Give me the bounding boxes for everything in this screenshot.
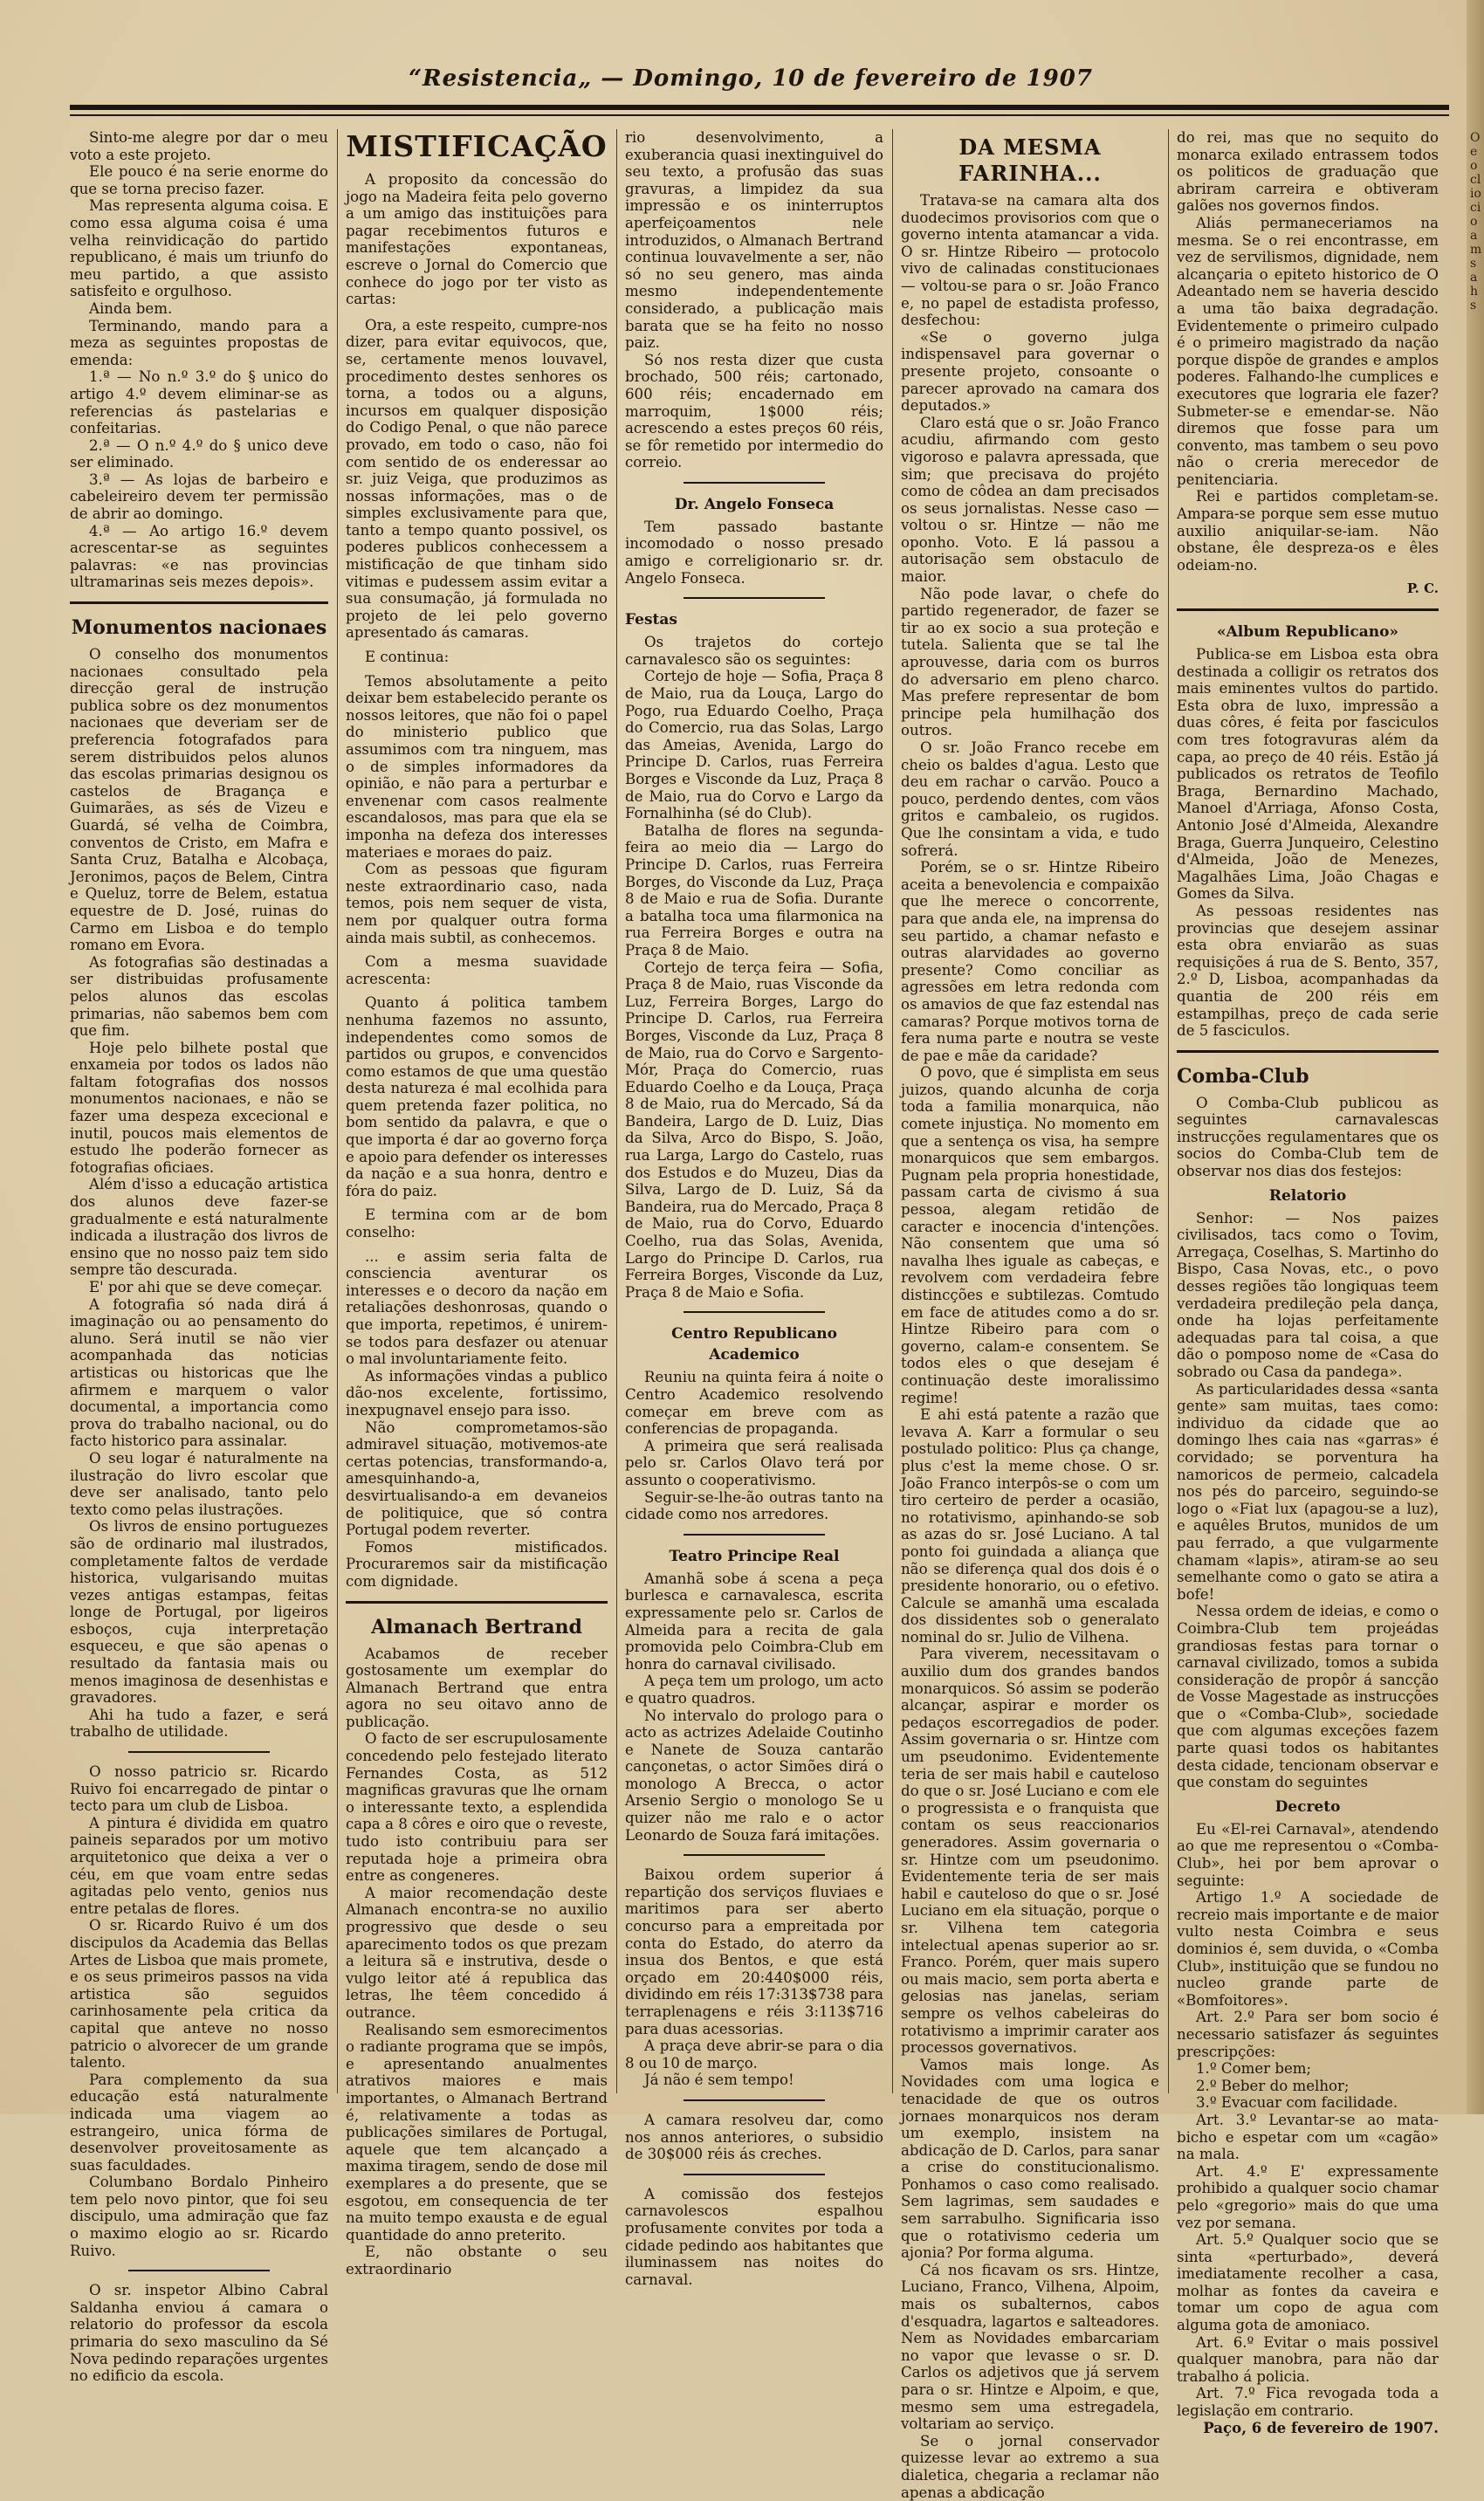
paragraph: E, não obstante o seu extraordinario <box>346 2243 608 2278</box>
paragraph: Sinto-me alegre por dar o meu voto a este projeto. <box>70 129 328 163</box>
paragraph: Mas representa alguma coisa. E como essa alguma coisa é uma velha reinvidicação do partido republicano, é mais um triunfo do meu partido, a que assisto satisfeito e orgulhoso. <box>70 197 328 300</box>
section-title-festas: Festas <box>625 611 677 629</box>
paragraph: Para complemento da sua educação está naturalmente indicada uma viagem ao estrangeiro, unica fórma de desenvolver proveitosamente as suas faculdades. <box>70 2071 328 2174</box>
paragraph: O sr. inspetor Albino Cabral Saldanha enviou á camara o relatorio do professor da escola primaria do sexo masculino da Sé Nova pedindo reparações urgentes no edificio da escola. <box>70 2282 328 2385</box>
column-3 <box>625 129 883 2288</box>
paragraph: Acabamos de receber gostosamente um exemplar do Almanach Bertrand que entra agora no seu oitavo anno de publicação. <box>346 1645 608 1730</box>
section-divider <box>684 597 826 599</box>
paragraph: Não comprometamos-são admiravel situação, motivemos-ate certas potencias, transformando-a, amesquinhando-a, desvirtualisando-a em devaneios de politiquice, que só contra Portugal podem reverter. <box>346 1419 608 1539</box>
paragraph: Aliás permaneceriamos na mesma. Se o rei encontrasse, em vez de servilismos, dignidade, nem alcançaria o epiteto historico de O Adeantado nem se haveria descido a uma tão baixa degradação. Evidentemente o primeiro culpado é o primeiro magistrado da nação porque dispõe de grandes e amplos poderes. Falhando-lhe cumplices e executores que lograria ele fazer? Submeter-se e emendar-se. Não diremos que fosse para um convento, mas tambem o seu povo não o creria merecedor de penitenciaria. <box>1177 214 1439 488</box>
section-title-centro: Centro Republicano Academico <box>671 1325 837 1364</box>
section-divider <box>1177 608 1439 611</box>
paragraph: 3.º Evacuar com facilidade. <box>1196 2094 1398 2112</box>
section-divider <box>684 1854 826 1856</box>
paragraph: Para viverem, necessitavam o auxilio dum dos grandes bandos monarquicos. Só assim se poderão alcançar, aspirar e morder os pedaços escorregadios de poder. Assim governaria o sr. Hintze com um pseudonimo. Evidentemente teria de ser mais habil e cauteloso do que o sr. José Luciano e com ele o progressista e o franquista que contam os seus reaccionarios generadores. Assim governaria o sr. Hintze com um pseudonimo. Evidentemente teria de ser mais habil e cauteloso do que o sr. José Luciano em ela situação, porque o sr. Vilhena tem categoria intelectual apenas superior ao sr. Franco. Porém, quer mais supero ou mais macio, sem porta aberta e gelosias nas janelas, seriam sempre os velhos cabeleiras do rotativismo a imprimir carater aos processos governativos. <box>901 1646 1159 2057</box>
paragraph: A comissão dos festejos carnavolescos espalhou profusamente convites por toda a cidade pedindo aos habitantes que iluminassem nas noites do carnaval. <box>625 2185 883 2288</box>
paragraph: Columbano Bordalo Pinheiro tem pelo novo pintor, que foi seu discipulo, uma admiração que faz o maximo elogio ao sr. Ricardo Ruivo. <box>70 2174 328 2259</box>
column-4 <box>901 129 1159 2501</box>
section-title-angelo: Dr. Angelo Fonseca <box>674 495 835 513</box>
paragraph: Hoje pelo bilhete postal que enxameia por todos os lados não faltam fotografias dos nossos monumentos nacionaes, e não se fazer uma despeza excecional e inutil, poucos mais elementos de estudo lhe poderão fornecer as fotografias oficiaes. <box>70 1039 328 1176</box>
paragraph: Eu «El-rei Carnaval», atendendo ao que me representou o «Comba-Club», hei por bem aprovar o seguinte: <box>1177 1820 1439 1889</box>
paragraph: O sr. João Franco recebe em cheio os baldes d'agua. Lesto que deu em rachar o carvão. Pouco a pouco, perdendo dentes, com vãos gritos e cambaleio, os rugidos. Que lhe consintam a vida, e tudo sofrerá. <box>901 739 1159 859</box>
paragraph: Já não é sem tempo! <box>644 2072 794 2089</box>
paragraph: O facto de ser escrupulosamente concedendo pelo festejado literato Fernandes Costa, as 512 magnificas gravuras que lhe ornam o interessante texto, a esplendida capa a 8 côres e oiro que o reveste, tudo isto contribuiu para ser reputada hoje a primeira obra entre as congeneres. <box>346 1730 608 1885</box>
paragraph: Ora, a este respeito, cumpre-nos dizer, para evitar equivocos, que, se, certamente menos louvavel, procedimento destes senhores os torna, a todos ou a alguns, incursos em qualquer disposição do Codigo Penal, o que não parece provado, em todo o caso, não foi com sentido de os enderessar ao sr. juiz Veiga, que produzimos as nossas informações, mas o de simples exclusivamente para que, tanto a tempo quanto possivel, os poderes publicos conhecessem a mistificação de que tinham sido vitimas e pudessem assim evitar a sua consumação, já formulada no projeto de lei pelo governo apresentado ás camaras. <box>346 316 608 642</box>
paragraph: Tem passado bastante incomodado o nosso presado amigo e correligionario sr. dr. Angelo Fonseca. <box>625 518 883 587</box>
paragraph: 2.º Beber do melhor; <box>1196 2077 1350 2094</box>
section-title-album: «Album Republicano» <box>1216 623 1399 642</box>
paragraph: Vamos mais longe. As Novidades com uma logica e tenacidade de que os outros jornaes monarquicos nos deram um exemplo, insistem na abdicação de D. Carlos, para sanar a crise do constitucionalismo. Ponhamos o caso como realisado. Sem lagrimas, sem saudades e sem sarrabulho. Significaria isso que o rotativismo cederia um ajonia? Por forma alguma. <box>901 2056 1159 2262</box>
paragraph: O conselho dos monumentos nacionaes consultado pela direcção geral de instrução publica sobre os dez monumentos nacionaes que deveriam ser de preferencia fotografados para serem distribuidos pelos alunos das escolas primarias designou os castelos de Bragança e Guimarães, as sés de Vizeu e Guardá, sé velha de Coimbra, conventos de Cristo, em Mafra e Santa Cruz, Batalha e Alcobaça, Jeronimos, paços de Belem, Cintra e Queluz, torre de Belem, estatua equestre de D. José, ruinas do Carmo em Lisboa e do templo romano em Evora. <box>70 646 328 954</box>
section-divider <box>684 482 826 484</box>
paragraph: E' por ahi que se deve começar. <box>89 1279 323 1295</box>
header-rule-thin <box>70 114 1449 116</box>
paragraph: Terminando, mando para a meza as seguintes propostas de emenda: <box>70 317 328 368</box>
column-1 <box>70 129 328 2385</box>
paragraph: O sr. Ricardo Ruivo é um dos discipulos da Academia das Bellas Artes de Lisboa que mais promete, e os seus primeiros passos na vida artistica são seguidos carinhosamente pela critica da capital que anteve no nosso patricio o alvorecer de um grande talento. <box>70 1917 328 2072</box>
paragraph: No intervalo do prologo para o acto as actrizes Adelaide Coutinho e Nanete de Souza cantarão cançonetas, o actor Simões dirá o monologo A Brecca, o actor Arsenio Sergio o monologo Se u quizer não me ralo e o actor Leonardo de Souza fará imitações. <box>625 1707 883 1844</box>
paragraph: Art. 3.º Levantar-se ao mata-bicho e espetar com um «cagão» na mala. <box>1177 2111 1439 2163</box>
column-rule <box>892 129 893 2093</box>
paragraph: Cortejo de terça feira — Sofia, Praça 8 de Maio, ruas Visconde da Luz, Ferreira Borges, Largo do Principe D. Carlos, rua Ferreira Borges, Visconde da Luz, Praça 8 de Maio, rua do Corvo e Sargento-Mór, Praça do Comercio, ruas Eduardo Coelho e da Louça, Praça 8 de Maio, rua do Mercado, Sá da Bandeira, Largo de D. Luiz, Dias da Silva, Arco do Bispo, S. João, rua Larga, Largo do Castelo, ruas dos Estudos e do Muzeu, Dias da Silva, Largo de D. Luiz, Sá da Bandeira, rua do Mercado, Praça 8 de Maio, rua do Corvo, Eduardo Coelho, rua das Solas, Avenida, Largo do Principe D. Carlos, rua Ferreira Borges, Visconde da Luz, Praça 8 de Maio e Sofia. <box>625 958 883 1301</box>
paragraph: Claro está que o sr. João Franco acudiu, afirmando com gesto vigoroso e palavra apressada, que sim; que precisava do projéto como de côdea an dam precisados os seus jornalistas. Nesse caso — voltou o sr. Hintze — não me oponho. Voto. E lá passou a autorisação sem obstaculo de maior. <box>901 414 1159 586</box>
paragraph: A primeira que será realisada pelo sr. Carlos Olavo terá por assunto o cooperativismo. <box>625 1437 883 1488</box>
paragraph: 1.ª — No n.º 3.º do § unico do artigo 4.º devem eliminar-se as referencias ás pastelarias e confeitarias. <box>70 368 328 437</box>
paragraph: Art. 2.º Para ser bom socio é necessario satisfazer ás seguintes prescripções: <box>1177 2009 1439 2060</box>
paragraph: O nosso patricio sr. Ricardo Ruivo foi encarregado de pintar o tecto para um club de Lisboa. <box>70 1763 328 1815</box>
paragraph: Art. 5.º Qualquer socio que se sinta «perturbado», deverá imediatamente recolher a casa, molhar as fontes da caveira e tomar um copo de agua com alguma gota de amoniaco. <box>1177 2231 1439 2334</box>
paragraph: «Se o governo julga indispensavel para governar o presente projeto, consoante o parecer aprovado na camara dos deputados.» <box>901 328 1159 415</box>
section-divider <box>128 1751 271 1753</box>
paragraph: Porém, se o sr. Hintze Ribeiro aceita a benevolencia e compaixão que lhe merece o concorrente, para que anda ele, na imprensa do seu partido, a chamar nefasto e outras alarvidades ao governo presente? Como conciliar as agressões em letra redonda com os amavios de que faz estendal nas camaras? Porque motivos torna de fera numa parte e noutra se veste de pae e mãe da caridade? <box>901 859 1159 1064</box>
paragraph: ... e assim seria falta de consciencia aventurar os interesses e o decoro da nação em retaliações deshonrosas, quando o que importa, repetimos, é unirem-se todos para desfazer ou atenuar o mal involuntariamente feito. <box>346 1247 608 1368</box>
paragraph: A camara resolveu dar, como nos annos anteriores, o subsidio de 30$000 réis ás creches. <box>625 2111 883 2163</box>
paragraph: A praça deve abrir-se para o dia 8 ou 10 de março. <box>625 2037 883 2072</box>
paragraph: Art. 4.º E' expressamente prohibido a qualquer socio chamar pelo «gregorio» mais do que uma vez por semana. <box>1177 2162 1439 2231</box>
paragraph: Os livros de ensino portuguezes são de ordinario mal ilustrados, completamente faltos de verdade historica, vulgarisando muitas vezes antigas estampas, feitas longe de Portugal, por ligeiros esboços, cuja interpretação esqueceu, e que são apenas o resultado da fantasia mais ou menos imaginosa de desenhistas e gravadores. <box>70 1518 328 1707</box>
paragraph: E termina com ar de bom conselho: <box>346 1206 608 1241</box>
paragraph: Ahi ha tudo a fazer, e será trabalho de utilidade. <box>70 1706 328 1741</box>
section-title-almanach: Almanach Bertrand <box>371 1615 582 1639</box>
fold-edge-text: Oeocliocioamsahs <box>1470 131 1482 313</box>
paragraph: Cortejo de hoje — Sofia, Praça 8 de Maio, rua da Louça, Largo do Pogo, rua Eduardo Coelho, Praça do Comercio, rua das Solas, Largo das Ameias, Avenida, Largo do Principe D. Carlos, ruas Ferreira Borges e Visconde da Luz, Praça 8 de Maio, rua do Corvo e Largo da Fornalhinha (sé do Club). <box>625 668 883 822</box>
paragraph: Baixou ordem superior á repartição dos serviços fluviaes e maritimos para ser aberto concurso para a empreitada por conta do Estado, do aterro da insua dos Bentos, e que está orçado em 20:440$000 réis, dividindo em réis 17:313$738 para terraplenagens e réis 3:113$716 para duas acessorias. <box>625 1866 883 2037</box>
section-divider <box>70 601 328 604</box>
paragraph: Ele pouco é na serie enorme do que se torna preciso fazer. <box>70 163 328 197</box>
section-title-teatro: Teatro Principe Real <box>669 1547 840 1565</box>
paragraph: A maior recomendação deste Almanach encontra-se no auxilio progressivo que desde o seu aparecimento todos os que prezam a leitura sã e instrutiva, desde o vulgo leitor até á republica das letras, lhe têem concedido á outrance. <box>346 1884 608 2021</box>
paragraph: Ainda bem. <box>89 299 173 317</box>
section-divider <box>684 2099 826 2101</box>
column-rule <box>1168 129 1169 2093</box>
decree-date: Paço, 6 de fevereiro de 1907. <box>1203 2418 1439 2436</box>
section-divider <box>684 2174 826 2175</box>
paragraph: O Comba-Club publicou as seguintes carnavalescas instrucções regulamentares que os socios do Comba-Club tem de observar nos dias dos festejos: <box>1177 1094 1439 1180</box>
paragraph: Publica-se em Lisboa esta obra destinada a colligir os retratos dos mais eminentes vultos do partido. Esta obra de luxo, impressão a duas côres, é feita por fasciculos com tres fotogravuras além da capa, ao preço de 40 réis. Estão já publicados os retratos de Teofilo Braga, Bernardino Machado, Manoel d'Arriaga, Afonso Costa, Antonio José d'Almeida, Alexandre Braga, Guerra Junqueiro, Celestino d'Almeida, João de Menezes, Magalhães Lima, João Chagas e Gomes da Silva. <box>1177 646 1439 903</box>
paragraph: O povo, que é simplista em seus juizos, quando alcunha de corja toda a familia monarquica, não comete injustiça. No momento em que a sentença os visa, ha sempre monarquicos que sem embargos. Pugnam pela propria honestidade, passam carta de civismo á sua pessoa, alegam retidão de caracter e inocencia d'intenções. Não consentem que uma só navalha lhes iguale as cabeças, e revolvem com verdadeira febre distincções e subtilezas. Comtudo em face de atitudes como a do sr. Hintze Ribeiro para com o governo, calam-e consentem. Se todos eles o que desejam é continuação deste imoralissimo regime! <box>901 1064 1159 1406</box>
paragraph: A peça tem um prologo, um acto e quatro quadros. <box>625 1673 883 1707</box>
paragraph: Seguir-se-lhe-ão outras tanto na cidade como nos arredores. <box>625 1488 883 1523</box>
section-title-decreto: Decreto <box>1274 1797 1341 1816</box>
paragraph: rio desenvolvimento, a exuberancia quasi inextinguivel do seu texto, a profusão das suas gravuras, a limpidez da sua impressão e os ininterruptos aperfeiçoamentos nele introduzidos, o Almanach Bertrand continua louvavelmente a ser, não só no seu genero, mas ainda mesmo independentemente considerado, a publicação mais barata que se ha feito no nosso paiz. <box>625 129 883 352</box>
page-fold-edge <box>1467 0 1484 2114</box>
section-divider <box>346 1601 608 1604</box>
paragraph: Só nos resta dizer que custa brochado, 500 réis; cartonado, 600 réis; encadernado em marroquim, 1$000 réis; acrescendo a estes preços 60 réis, se fôr remetido por intermedio do correio. <box>625 351 883 471</box>
section-divider <box>684 1534 826 1536</box>
section-title-relatorio: Relatorio <box>1268 1186 1347 1205</box>
paragraph: do rei, mas que no sequito do monarca exilado entrassem todos os politicos de graduação que abriram carreira e obtiveram galões nos governos findos. <box>1177 129 1439 215</box>
section-divider <box>1177 1050 1439 1053</box>
paragraph: 1.º Comer bem; <box>1196 2060 1312 2078</box>
paragraph: Batalha de flores na segunda-feira ao meio dia — Largo do Principe D. Carlos, ruas Ferreira Borges, do Visconde da Luz, Praça 8 de Maio e rua de Sofia. Durante a batalha toca uma filarmonica na rua Ferreira Borges e outra na Praça 8 de Maio. <box>625 821 883 958</box>
paragraph: As particularidades dessa «santa gente» sam muitas, taes como: individuo da cidade que ao domingo lhes caia nas «garras» é corvidado; se porventura ha namoricos de permeio, calcadela nos pés do parceiro, seguindo-se logo o «Fiat lux (apagou-se a luz), e aquêles Brutos, munidos de um pau ferrado, a que vulgarmente chamam «lapis», atiram-se ao seu semelhante como o gato se atira a bofe! <box>1177 1380 1439 1603</box>
paragraph: Com as pessoas que figuram neste extraordinario caso, nada temos, pois nem sequer de vista, nem por qualquer outra forma ainda mais subtil, as conhecemos. <box>346 861 608 946</box>
paragraph: Cá nos ficavam os srs. Hintze, Luciano, Franco, Vilhena, Alpoim, mais os subalternos, cabos d'esquadra, lagartos e salteadores. Nem as Novidades embarcariam no vapor que levasse o sr. D. Carlos os adjetivos que já servem para o sr. Hintze e Alpoim, e que, mesmo sem uma estregadela, voltariam ao serviço. <box>901 2261 1159 2433</box>
paragraph: Reuniu na quinta feira á noite o Centro Academico resolvendo começar em breve com as conferencias de propaganda. <box>625 1369 883 1438</box>
paragraph: A proposito da concessão do jogo na Madeira feita pelo governo a um amigo das instituições para pagar recebimentos futuros e manifestações expontaneas, escreve o Jornal do Comercio que conhece do jogo por ter visto as cartas: <box>346 171 608 308</box>
paragraph: Artigo 1.º A sociedade de recreio mais importante e de maior vulto nesta Coimbra e seus dominios é, sem duvida, o «Comba Club», instituição que se fundou no nucleo grande parte de «Bomfoitores». <box>1177 1889 1439 2009</box>
paragraph: Realisando sem esmorecimentos o radiante programa que se impôs, e apresentando anualmentes atrativos maiores e mais importantes, o Almanach Bertrand é, relativamente a todas as publicações similares de Portugal, aquele que tem alcançado a maxima tiragem, sendo de dose mil exemplares a do presente, que se esgotou, em consequencia de ter na muito tempo exausta e de egual quantidade do anno preterito. <box>346 2021 608 2243</box>
paragraph: E ahi está patente a razão que levava A. Karr a formular o seu postulado politico: Plus ça change, plus c'est la meme chose. O sr. João Franco interpôs-se o com um tiro certeiro de perder a ocasião, no rotativismo, apinhando-se sob as azas do sr. José Luciano. A tal ponto foi guindada a aliança que não se diferença qual dos dois é o presidente honorario, ou o efetivo. Calcule se amanhã uma escalada dos dissidentes sob o generalato nominal do sr. Julio de Vilhena. <box>901 1406 1159 1646</box>
paragraph: Com a mesma suavidade acrescenta: <box>346 953 608 987</box>
paragraph: Não pode lavar, o chefe do partido regenerador, de fazer se tir ao ex socio a sua proteção e tutela. Salienta que se tal lhe aprouvesse, daria com os burros do adversario em pleno charco. Mas prefere representar de bom principe pela humilhação dos outros. <box>901 585 1159 739</box>
paragraph: Rei e partidos completam-se. Ampara-se porque sem esse mutuo auxilio aniquilar-se-iam. Não obstane, êle despreza-os e êles odeiam-no. <box>1177 488 1439 574</box>
paragraph: Temos absolutamente a peito deixar bem estabelecido perante os nossos leitores, que não foi o papel do ministerio publico que assumimos com tra ninguem, mas o de simples informadores da opinião, e não para a perturbar e envenenar com casos realmente escandalosos, mas para que ela se imponha na defeza dos interesses materiaes e moraes do paiz. <box>346 672 608 861</box>
paragraph: E continua: <box>365 649 450 666</box>
signature: P. C. <box>1406 581 1439 597</box>
article-title-mistificacao: MISTIFICAÇÃO <box>346 129 608 163</box>
paragraph: Art. 6.º Evitar o mais possivel qualquer manobra, para não dar trabalho á policia. <box>1177 2333 1439 2385</box>
paragraph: As fotografias são destinadas a ser distribuidas profusamente pelos alunos das escolas primarias, não sabemos bem com que fim. <box>70 953 328 1040</box>
paragraph: As pessoas residentes nas provincias que desejem assinar esta obra enviarão as suas requisições á rua de S. Bento, 357, 2.º D, Lisboa, acompanhadas da quantia de 200 réis em estampilhas, preço de cada serie de 5 fasciculos. <box>1177 902 1439 1040</box>
paragraph: 4.ª — Ao artigo 16.º devem acrescentar-se as seguintes palavras: «e nas provincias ultramarinas seis mezes depois». <box>70 522 328 591</box>
paragraph: Os trajetos do cortejo carnavalesco são os seguintes: <box>625 634 883 668</box>
paragraph: 2.ª — O n.º 4.º do § unico deve ser eliminado. <box>70 436 328 471</box>
section-divider <box>684 1311 826 1313</box>
column-rule <box>616 129 617 2093</box>
paragraph: Amanhã sobe á scena a peça burlesca e carnavalesca, escrita expressamente pelo sr. Carlos de Almeida para a recita de gala promovida pelo Coimbra-Club em honra do carnaval civilisado. <box>625 1570 883 1673</box>
section-title-comba: Comba-Club <box>1177 1064 1309 1088</box>
paragraph: Além d'isso a educação artistica dos alunos deve fazer-se gradualmente e está naturalmente indicada a ilustração dos livros de ensino que no nosso paiz tem sido sempre tão descurada. <box>70 1176 328 1279</box>
spacer <box>346 308 608 317</box>
paragraph: Art. 7.º Fica revogada toda a legislação em contrario. <box>1177 2385 1439 2420</box>
paragraph: A fotografia só nada dirá á imaginação ou ao pensamento do aluno. Será inutil se não vier acompanhada das noticias artisticas ou historicas que lhe afirmem e marquem o valor documental, a importancia como prova do trabalho nacional, ou do facto historico para assinalar. <box>70 1295 328 1450</box>
column-5 <box>1177 129 1439 2436</box>
column-2 <box>346 129 608 2278</box>
article-title-farinha: DA MESMA FARINHA... <box>958 134 1102 186</box>
paragraph: O seu logar é naturalmente na ilustração do livro escolar que deve ser analisado, tanto pelo texto como pelas ilustrações. <box>70 1449 328 1518</box>
paragraph: Tratava-se na camara alta dos duodecimos provisorios com que o governo intenta atamancar a vida. O sr. Hintze Ribeiro — protocolo vivo de calinadas constitucionaes — voltou-se para o sr. João Franco e, no papel de estadista professo, desfechou: <box>901 192 1159 329</box>
section-divider <box>128 2270 271 2271</box>
paragraph: Senhor: — Nos paizes civilisados, tacs como o Tovim, Arregaça, Coselhas, S. Martinho do Bispo, Casa Novas, etc., o povo desses regiões tão longiquas teem verdadeira predileção pela dança, onde ha lojas perfeitamente adequadas para tal coisa, a que dão o pomposo nome de «Casa do sobrado ou Casa da pandega». <box>1177 1209 1439 1380</box>
paragraph: Quanto á politica tambem nenhuma fazemos no assunto, independentes como somos de partidos ou grupos, e convencidos como estamos de que uma questão desta natureza é mal ecolhida para quem pretenda fazer politica, no bom sentido da palavra, e que o que importa é dar ao governo força e apoio para defender os interesses da nação e a sua honra, dentro e fóra do paiz. <box>346 994 608 1199</box>
page-header: “Resistencia„ — Domingo, 10 de fevereiro de 1907 <box>409 65 1093 92</box>
paragraph: Nessa ordem de ideias, e como o Coimbra-Club tem projeádas grandiosas festas para tornar o carnaval civilizado, tomos a subida consideração de propôr á sancção de Vosse Magestade as instrucções que o «Comba-Club», sociedade que com algumas exceções fazem parte quasi todos os habitantes desta cidade, tencionam observar e que constam do seguintes <box>1177 1603 1439 1791</box>
paragraph: Se o jornal conservador quizesse levar ao extremo a sua dialetica, chegaria a reclamar não apenas a abdicação <box>901 2432 1159 2501</box>
paragraph: 3.ª — As lojas de barbeiro e cabeleireiro devem ter permissão de abrir ao domingo. <box>70 471 328 523</box>
section-title-monumentos: Monumentos nacionaes <box>71 616 327 640</box>
header-rule-thick <box>70 105 1449 110</box>
paragraph: Fomos mistificados. Procuraremos sair da mistificação com dignidade. <box>346 1538 608 1590</box>
paragraph: A pintura é dividida em quatro paineis separados por um motivo arquitetonico que deixa a ver o céu, em que voam entre sedas agitadas pelo vento, genios nus entre petalas de flores. <box>70 1814 328 1917</box>
column-rule <box>337 129 338 2093</box>
paragraph: As informações vindas a publico dão-nos excelente, fortissimo, inexpugnavel ensejo para isso. <box>346 1367 608 1419</box>
